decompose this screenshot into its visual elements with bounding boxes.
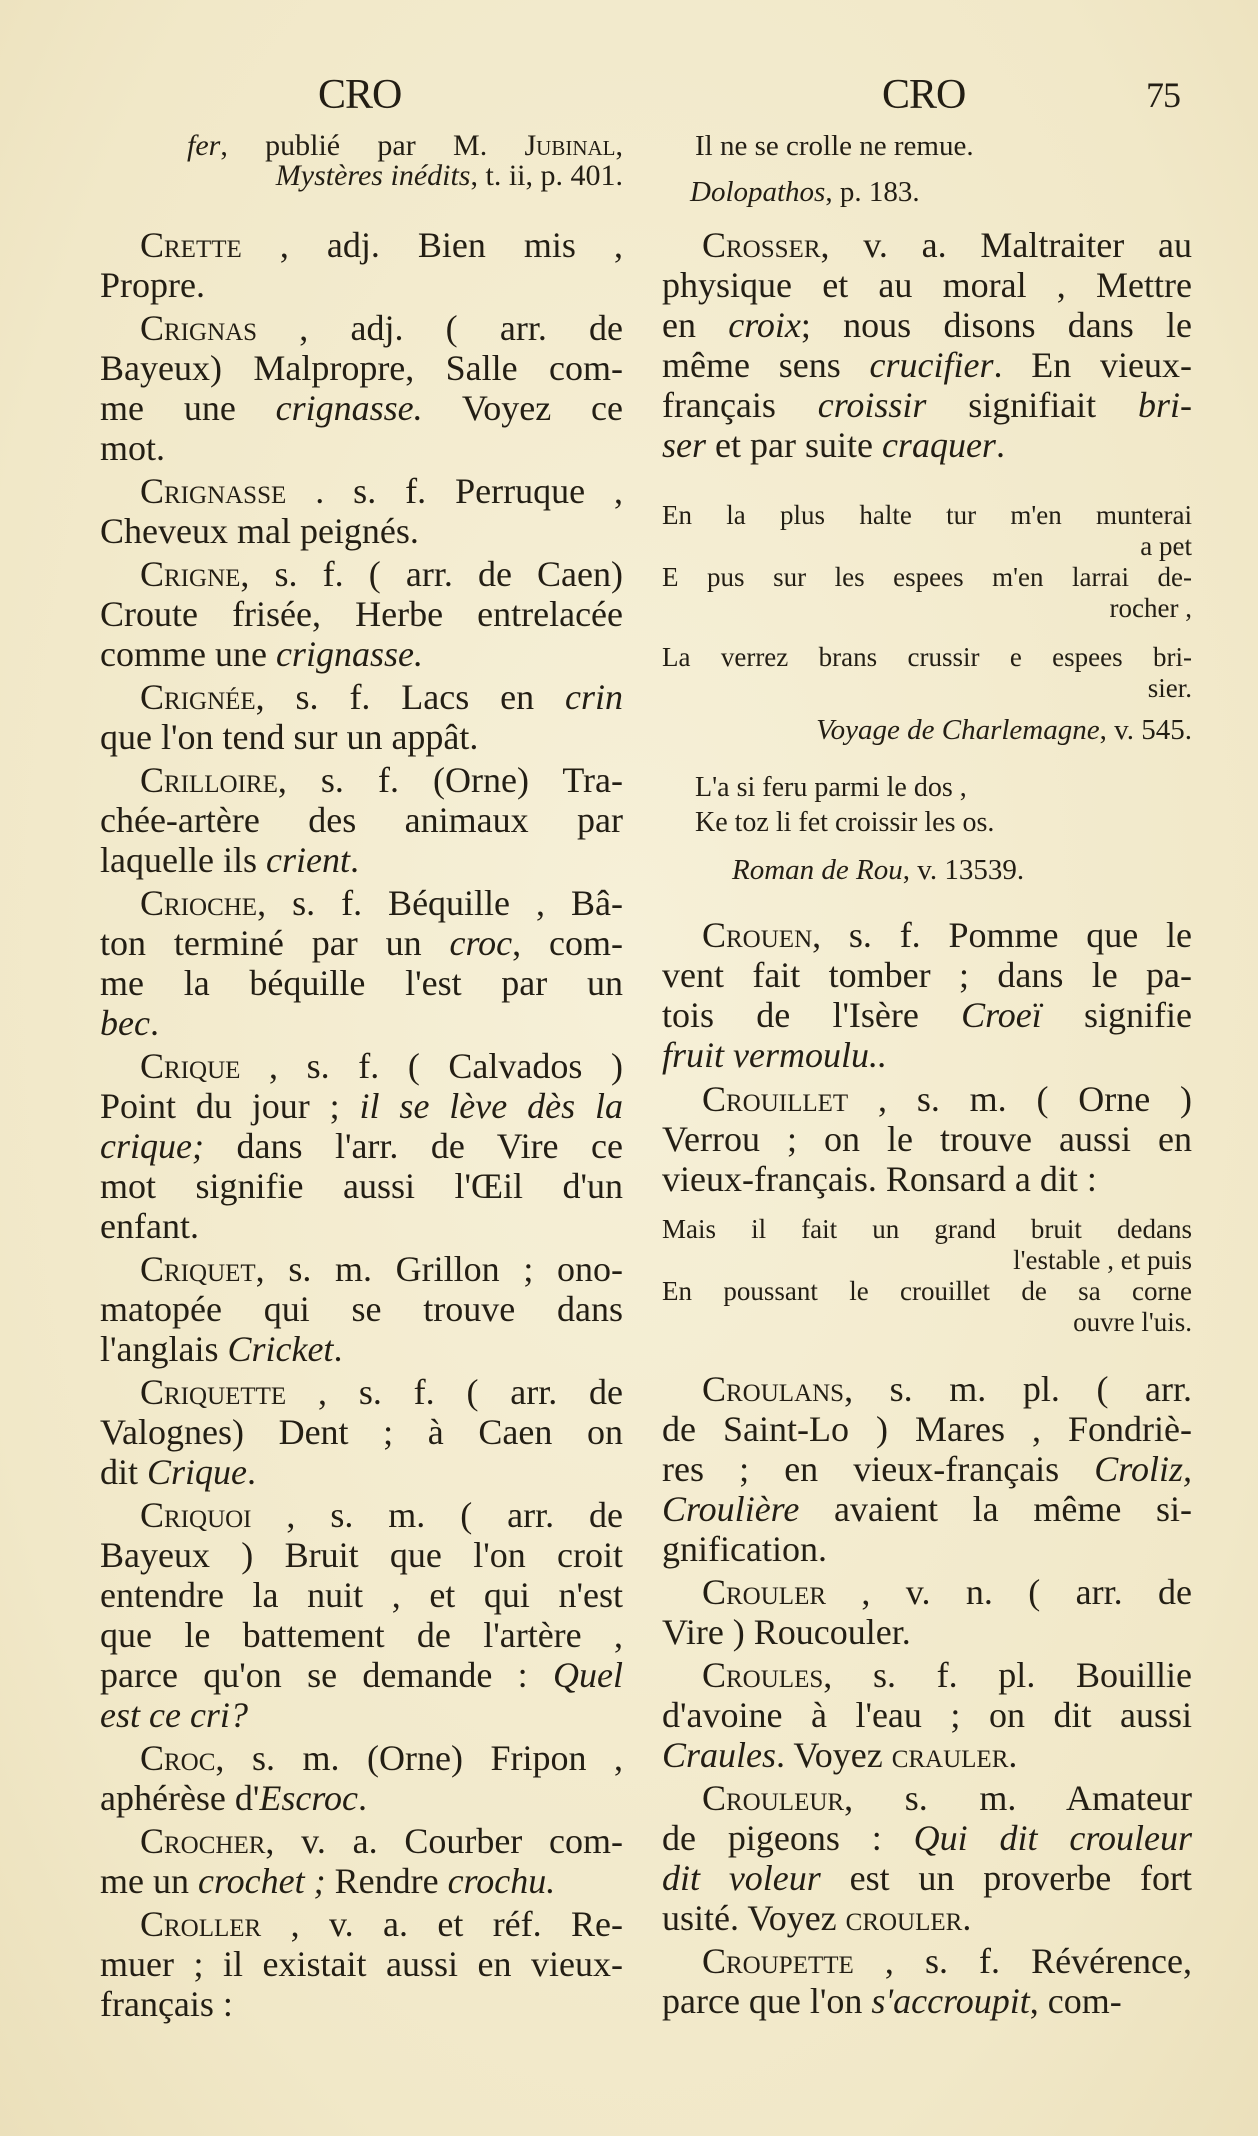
text-line [662,1735,1192,1775]
right-column [662,0,1192,2021]
text-line [100,1126,623,1166]
text-run: Cheveux mal peignés. [100,511,419,551]
quoted-verses [662,500,1192,624]
headword-small-caps: Crouillet [702,1079,849,1119]
text-run: , p. 183. [825,176,920,208]
italic-text: dit voleur [662,1858,821,1898]
text-run: , s. m. (Orne) Fripon , [215,1738,623,1778]
text-run: dit [100,1452,148,1492]
text-line [100,1695,623,1735]
text-run: chée-artère des animaux par [100,800,623,840]
dictionary-entry [100,1904,623,2024]
text-line [662,425,1192,465]
text-line [662,1778,1192,1818]
text-run: gnification. [662,1529,827,1569]
text-run: , s. f. ( arr. de Caen) [240,554,623,594]
text-line [695,770,1192,805]
text-line [662,1159,1192,1199]
dictionary-entry [662,225,1192,465]
text-run: dans l'arr. de Vire ce [203,1126,623,1166]
text-line [662,955,1192,995]
text-run: , s. f. Béquille , Bâ- [257,883,623,923]
text-run: , com- [1029,1981,1122,2021]
text-run: , s. f. ( arr. de [286,1372,623,1412]
text-run: me un [100,1861,198,1901]
text-run: matopée qui se trouve dans [100,1289,623,1329]
text-line [100,1166,623,1206]
quoted-verses [662,1214,1192,1338]
text-line [662,385,1192,425]
text-run: , s. f. Lacs en [255,677,565,717]
text-line [100,1655,623,1695]
dictionary-entry [662,1369,1192,1569]
text-run: Bayeux ) Bruit que l'on croit [100,1535,623,1575]
text-run: vieux-français. Ronsard a dit : [662,1159,1097,1199]
text-line [695,805,1192,840]
text-run: de pigeons : [662,1818,914,1858]
italic-text: Quel [553,1655,623,1695]
verse-continuation: rocher , [1109,593,1192,623]
italic-text: Crique [147,1452,248,1492]
text-run: me une [100,388,276,428]
text-run: res ; en vieux-français [662,1449,1095,1489]
text-run: . s. f. Perruque , [286,471,623,511]
dictionary-entry [100,883,623,1043]
text-run: Vire ) Roucouler. [662,1612,911,1652]
text-run: , adj. Bien mis , [241,225,623,265]
italic-text: ser [662,425,706,465]
text-run: . [358,1778,368,1818]
text-line [100,131,623,161]
text-run: avaient la même si- [799,1489,1192,1529]
text-run: , s. m. ( Orne ) [848,1079,1192,1119]
text-line [100,717,623,757]
text-line [100,471,623,511]
text-run: ; nous disons dans le [800,305,1192,345]
headword-small-caps: Croulans [702,1369,845,1409]
italic-text: il se lève dès la [359,1086,623,1126]
italic-text: craquer [881,425,996,465]
text-line [662,1035,1192,1075]
text-run: en [662,305,729,345]
text-line [100,1046,623,1086]
text-run: , v. a. Courber com- [265,1821,623,1861]
dictionary-entry [100,308,623,468]
entry-continuation [100,131,623,191]
text-run: l'anglais [100,1329,228,1369]
verse-line: En poussant le crouillet de sa corne [662,1276,1192,1306]
text-line [100,1944,623,1984]
text-line [100,1086,623,1126]
text-run: , s. f. Révérence, [853,1941,1192,1981]
text-run: Valognes) Dent ; à Caen on [100,1412,623,1452]
verse-line: E pus sur les espees m'en larrai de- [662,562,1192,592]
text-line [100,1372,623,1412]
text-run: Point du jour ; [100,1086,360,1126]
text-line [662,1612,1192,1652]
page-number: 75 [1146,75,1180,115]
text-run: . [1008,1735,1018,1775]
headword-small-caps: Crette [140,225,242,265]
dictionary-entry [662,1778,1192,1938]
text-run: ton terminé par un [100,923,450,963]
text-run: que l'on tend sur un appât. [100,717,479,757]
dictionary-entry [100,1372,623,1492]
quoted-verses [662,642,1192,704]
text-run: , s. m. pl. ( arr. [844,1369,1192,1409]
headword-small-caps: Croc [140,1738,216,1778]
text-line [662,1655,1192,1695]
italic-text: Croliz, [1094,1449,1192,1489]
text-line [732,853,1192,887]
italic-text: Roman de Rou [732,854,903,886]
headword-small-caps: Crouleur [702,1778,845,1818]
headword-small-caps: Crosser [702,225,821,265]
text-run: , publié par M. [220,129,525,162]
text-run: parce que l'on [662,1981,872,2021]
text-line [662,1695,1192,1735]
text-line [100,594,623,634]
text-line [100,1904,623,1944]
text-line [100,1535,623,1575]
headword-small-caps: Crouler [702,1572,827,1612]
text-run: entendre la nuit , et qui n'est [100,1575,623,1615]
text-run: Rendre [325,1861,448,1901]
text-run: , v. a. Maltraiter au [820,225,1192,265]
text-line [100,1289,623,1329]
text-run: , com- [512,923,624,963]
headword-small-caps: Crigne [140,554,241,594]
text-line [662,1119,1192,1159]
text-run: . Voyez [776,1735,892,1775]
text-run: , s. f. pl. Bouillie [823,1655,1192,1695]
headword-small-caps: Croules [702,1655,824,1695]
italic-text: crique; [100,1126,204,1166]
text-line [100,1821,623,1861]
headword-small-caps: Crouen [702,915,813,955]
text-line [662,1898,1192,1938]
text-run: que le battement de l'artère , [100,1615,623,1655]
verse-line: La verrez brans crussir e espees bri- [662,642,1192,672]
text-line [100,677,623,717]
italic-text: Croulière [662,1489,800,1529]
text-run: enfant. [100,1206,199,1246]
dictionary-entry [100,677,623,757]
text-line [100,1206,623,1246]
text-run: , s. f. Pomme que le [812,915,1192,955]
text-line [100,308,623,348]
text-run: comme une [100,634,276,674]
text-line [100,1861,623,1901]
text-line [662,1818,1192,1858]
italic-text: Croeï [961,995,1042,1035]
text-line [662,1079,1192,1119]
italic-text: crin [565,677,623,717]
italic-text: crignasse. [275,388,423,428]
text-line [662,1369,1192,1409]
text-line [100,800,623,840]
italic-text: fruit vermoulu.. [662,1035,887,1075]
text-run: Croute frisée, Herbe entrelacée [100,594,623,634]
headword-small-caps: Criquette [140,1372,287,1412]
citation [662,853,1192,887]
dictionary-entry [100,1249,623,1369]
text-line [662,1489,1192,1529]
text-run: , s. m. Grillon ; ono- [255,1249,623,1289]
dictionary-entry [100,1495,623,1735]
dictionary-entry [100,471,623,551]
headword-small-caps: Crique [140,1046,241,1086]
text-run: français : [100,1984,233,2024]
text-run: laquelle ils [100,840,266,880]
text-run: Il ne se crolle ne remue. [695,130,974,162]
text-run: . [962,1898,972,1938]
text-run: , v. a. et réf. Re- [261,1904,623,1944]
text-run: même sens [662,345,870,385]
italic-text: fer [187,129,221,162]
italic-text: crochu. [447,1861,556,1901]
text-line [100,1249,623,1289]
text-run: aphérèse d' [100,1778,260,1818]
headword-small-caps: Crignée [140,677,256,717]
dictionary-entry [100,1738,623,1818]
text-line [100,388,623,428]
dictionary-entry [100,1821,623,1901]
text-line [100,1984,623,2024]
text-run: Voyez ce [422,388,623,428]
text-line [100,1412,623,1452]
text-run: mot signifie aussi l'Œil d'un [100,1166,623,1206]
text-line [100,225,623,265]
italic-text: croix [728,305,801,345]
italic-text: s'accroupit [871,1981,1030,2021]
verse-continuation: ouvre l'uis. [1073,1307,1192,1337]
text-run: L'a si feru parmi le dos , [695,772,967,803]
text-run: Verrou ; on le trouve aussi en [662,1119,1192,1159]
dictionary-entry [662,1941,1192,2021]
italic-text: Escroc [259,1778,359,1818]
headword-small-caps: Crilloire [140,760,278,800]
text-line [662,915,1192,955]
text-line [100,1495,623,1535]
italic-text: bec [100,1003,150,1043]
text-line [100,161,623,191]
text-line [100,1615,623,1655]
italic-text: bri- [1137,385,1192,425]
text-run: physique et au moral , Mettre [662,265,1192,305]
left-column [100,0,623,2024]
text-run: , v. n. ( arr. de [826,1572,1192,1612]
text-line [662,345,1192,385]
text-run: , s. f. (Orne) Tra- [277,760,623,800]
text-run: tois de l'Isère [662,995,962,1035]
text-line [100,1575,623,1615]
text-line [662,995,1192,1035]
headword-small-caps: Crignas [140,308,258,348]
text-run: Ke toz li fet croissir les os. [695,807,995,838]
text-run: parce qu'on se demande : [100,1655,554,1695]
dictionary-entry [100,1046,623,1246]
text-run: . [995,425,1005,465]
text-line [100,840,623,880]
text-run: mot. [100,428,166,468]
text-run: , v. 545. [1099,714,1192,746]
running-head-right: CRO [882,72,966,118]
text-line [100,1778,623,1818]
text-run: . [333,1329,343,1369]
text-line [100,348,623,388]
text-line [100,1329,623,1369]
italic-text: est ce cri? [100,1695,248,1735]
text-line [662,1858,1192,1898]
text-run: , s. m. ( arr. de [251,1495,623,1535]
text-line [662,265,1192,305]
headword-small-caps: Crioche [140,883,258,923]
text-run: , v. 13539. [902,854,1025,886]
headword-small-caps: Criquet [140,1249,256,1289]
dictionary-entry [100,225,623,305]
text-line [100,554,623,594]
headword-small-caps: Crocher [140,1821,266,1861]
italic-text: crignasse. [275,634,423,674]
italic-text: Qui dit crouleur [913,1818,1192,1858]
text-line [100,265,623,305]
text-line [662,713,1192,747]
text-line [662,1449,1192,1489]
running-head-left: CRO [318,72,402,118]
text-run: français [662,385,818,425]
text-run: , s. m. Amateur [844,1778,1192,1818]
dictionary-entry [662,1079,1192,1199]
italic-text: Mystères inédits [275,159,471,192]
text-run: Propre. [100,265,205,305]
text-line [100,923,623,963]
text-line [100,1738,623,1778]
text-line [662,1529,1192,1569]
italic-text: Craules [662,1735,777,1775]
italic-text: crochet ; [197,1861,326,1901]
headword-small-caps: Jubinal [524,129,616,162]
text-run: , [615,129,623,162]
italic-text: croissir [817,385,927,425]
italic-text: Dolopathos [690,176,826,208]
text-line [662,1941,1192,1981]
citation [662,175,1192,209]
headword-small-caps: Croupette [702,1941,854,1981]
text-line [100,963,623,1003]
italic-text: croc [449,923,513,963]
text-run: . [149,1003,159,1043]
text-line [100,883,623,923]
text-run: . En vieux- [993,345,1192,385]
text-run: me la béquille l'est par un [100,963,623,1003]
italic-text: Voyage de Charlemagne [816,714,1100,746]
headword-small-caps: Criquoi [140,1495,252,1535]
text-line [695,129,1192,163]
text-line [100,634,623,674]
verse-continuation: a pet [1140,531,1192,561]
text-run: d'avoine à l'eau ; on dit aussi [662,1695,1192,1735]
text-line [690,175,1192,209]
headword-small-caps: crouler [845,1898,963,1938]
verse-line: En la plus halte tur m'en munterai [662,500,1192,530]
text-line [662,1572,1192,1612]
headword-small-caps: Crignasse [140,471,287,511]
text-run: , s. f. ( Calvados ) [240,1046,623,1086]
headword-small-caps: crauler [891,1735,1009,1775]
dictionary-entry [100,554,623,674]
text-run: signifie [1041,995,1192,1035]
quoted-line [662,129,1192,163]
text-run: de Saint-Lo ) Mares , Fondriè- [662,1409,1192,1449]
text-run: signifiait [926,385,1138,425]
verse-line: Mais il fait un grand bruit dedans [662,1214,1192,1244]
text-line [662,1981,1192,2021]
text-run: muer ; il existait aussi en vieux- [100,1944,623,1984]
dictionary-entry [662,1572,1192,1652]
text-line [662,305,1192,345]
text-run: , t. ii, p. 401. [470,159,623,192]
text-line [100,428,623,468]
text-line [100,511,623,551]
text-line [100,1003,623,1043]
text-line [662,225,1192,265]
dictionary-entry [100,760,623,880]
italic-text: crient [265,840,350,880]
verse-continuation: sier. [1147,673,1192,703]
text-run: et par suite [706,425,882,465]
italic-text: crucifier [869,345,994,385]
text-line [662,1409,1192,1449]
text-run: Bayeux) Malpropre, Salle com- [100,348,623,388]
italic-text: Cricket [227,1329,334,1369]
text-run: est un proverbe fort [820,1858,1192,1898]
dictionary-entry [662,1655,1192,1775]
text-run: vent fait tomber ; dans le pa- [662,955,1192,995]
dictionary-entry [662,915,1192,1075]
text-run: , adj. ( arr. de [257,308,623,348]
headword-small-caps: Croller [140,1904,262,1944]
verse-continuation: l'estable , et puis [1013,1245,1192,1275]
text-line [100,760,623,800]
text-line [100,1452,623,1492]
text-run: usité. Voyez [662,1898,846,1938]
quoted-verses [662,770,1192,840]
text-run: . [247,1452,257,1492]
citation [662,713,1192,747]
text-run: . [349,840,359,880]
